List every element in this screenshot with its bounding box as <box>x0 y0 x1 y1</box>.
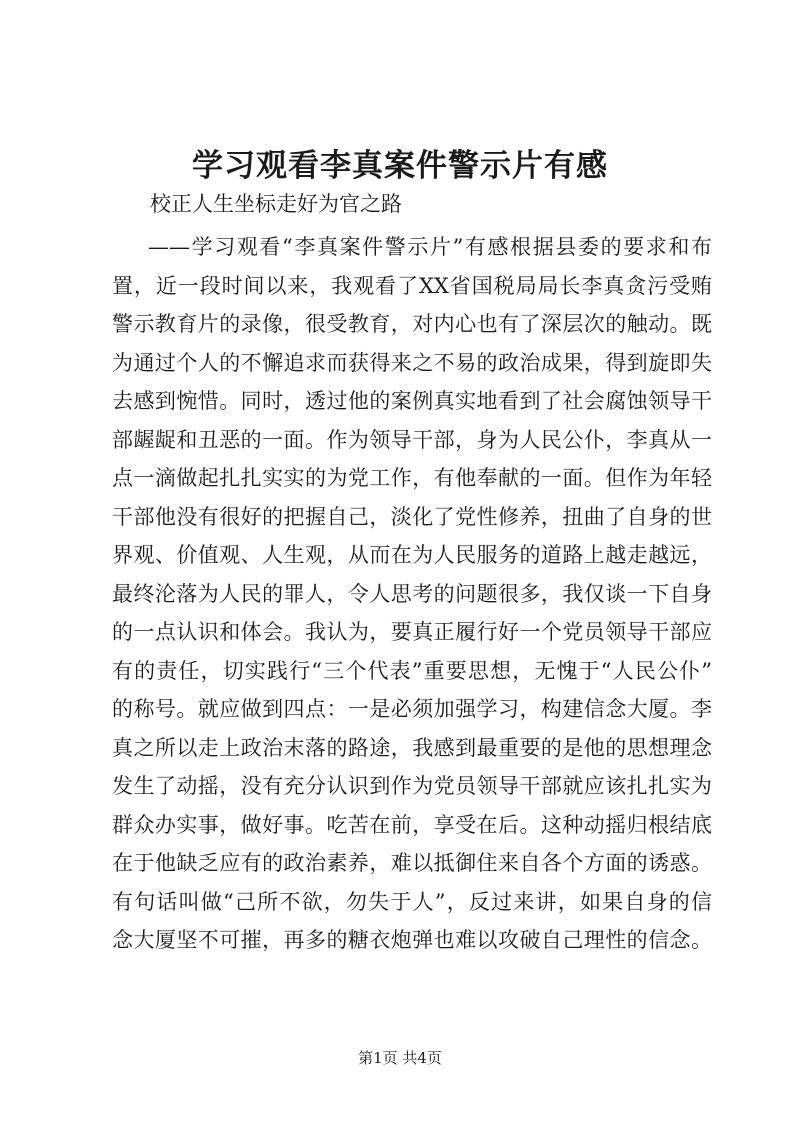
body-line: 去感到惋惜。同时，透过他的案例真实地看到了社会腐蚀领导干 <box>112 389 712 413</box>
body-line: 的一点认识和体会。我认为，要真正履行好一个党员领导干部应 <box>112 620 712 644</box>
subtitle: 校正人生坐标走好为官之路 <box>150 192 402 216</box>
body-line: 群众办实事，做好事。吃苦在前，享受在后。这种动摇归根结底 <box>112 812 712 837</box>
body-line: 的称号。就应做到四点：一是必须加强学习，构建信念大厦。李 <box>112 697 712 721</box>
body-line: ——学习观看“李真案件警示片”有感根据县委的要求和布 <box>148 235 712 259</box>
body-line: 有的责任，切实践行“三个代表”重要思想，无愧于“人民公仆” <box>112 658 712 683</box>
page-number: 第1页 共4页 <box>358 1049 442 1067</box>
body-line: 最终沦落为人民的罪人，令人思考的问题很多，我仅谈一下自身 <box>112 581 712 606</box>
body-text <box>112 228 712 960</box>
body-line: 为通过个人的不懈追求而获得来之不易的政治成果，得到旋即失 <box>112 350 712 375</box>
body-line: 干部他没有很好的把握自己，淡化了党性修养，扭曲了自身的世 <box>112 504 712 529</box>
body-line: 念大厦坚不可摧，再多的糖衣炮弹也难以攻破自己理性的信念。 <box>112 928 712 952</box>
body-line: 部龌龊和丑恶的一面。作为领导干部，身为人民公仆，李真从一 <box>112 427 712 452</box>
body-line: 真之所以走上政治末落的路途，我感到最重要的是他的思想理念 <box>112 735 712 760</box>
body-line: 置，近一段时间以来，我观看了XX省国税局局长李真贪污受贿 <box>112 273 712 298</box>
page-title: 学习观看李真案件警示片有感 <box>192 148 608 184</box>
body-line: 点一滴做起扎扎实实的为党工作，有他奉献的一面。但作为年轻 <box>112 466 712 490</box>
body-line: 警示教育片的录像，很受教育，对内心也有了深层次的触动。既 <box>112 312 712 336</box>
body-line: 界观、价值观、人生观，从而在为人民服务的道路上越走越远， <box>112 543 712 567</box>
body-line: 有句话叫做“己所不欲，勿失于人”，反过来讲，如果自身的信 <box>112 889 712 914</box>
body-line: 发生了动摇，没有充分认识到作为党员领导干部就应该扎扎实为 <box>112 774 712 798</box>
body-line: 在于他缺乏应有的政治素养，难以抵御住来自各个方面的诱惑。 <box>112 851 712 875</box>
